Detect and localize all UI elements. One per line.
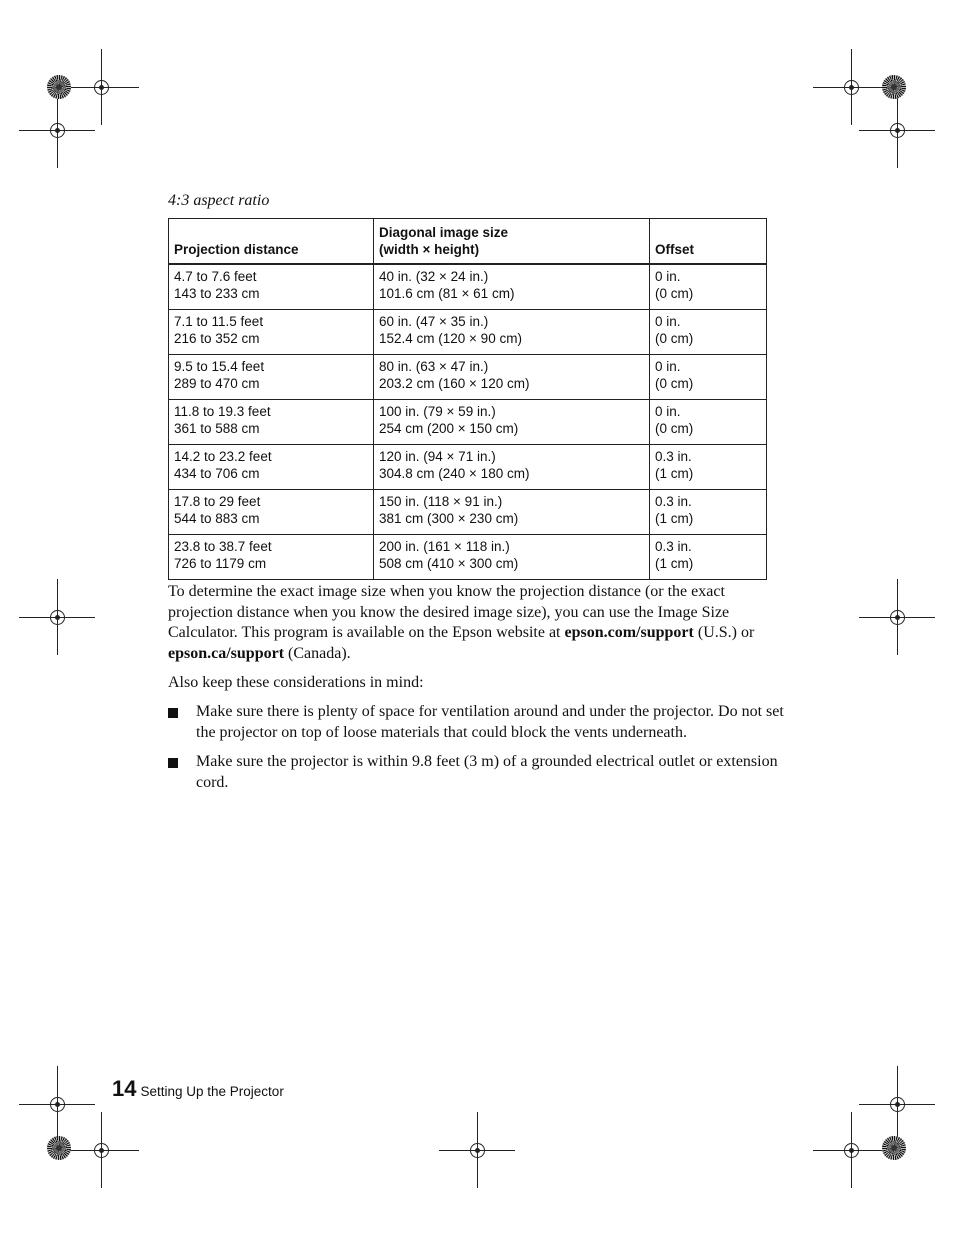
cell-image-size-line: 508 cm (410 × 300 cm)	[379, 556, 519, 571]
considerations-intro: Also keep these considerations in mind:	[168, 674, 424, 691]
cell-projection-distance	[169, 535, 374, 580]
bullet-text: Make sure the projector is within 9.8 feet (3 m) of a grounded electrical outlet or extension cord.	[196, 753, 778, 791]
header-projection-distance: Projection distance	[169, 219, 374, 265]
cell-offset-line: (1 cm)	[655, 511, 694, 526]
table-row	[169, 400, 767, 445]
cell-image-size	[374, 264, 650, 310]
cell-image-size-line: 304.8 cm (240 × 180 cm)	[379, 466, 530, 481]
calculator-paragraph	[168, 582, 788, 664]
cell-projection-distance	[169, 445, 374, 490]
cell-offset-line: 0.3 in.	[655, 539, 692, 554]
cell-offset	[650, 355, 767, 400]
table-row	[169, 355, 767, 400]
header-diagonal-image-size	[374, 219, 650, 265]
cell-projection-distance-line: 23.8 to 38.7 feet	[174, 539, 272, 554]
cell-image-size-line: 200 in. (161 × 118 in.)	[379, 539, 510, 554]
color-target-icon	[882, 75, 906, 99]
calculator-text-us: (U.S.) or	[693, 624, 755, 641]
cell-offset	[650, 490, 767, 535]
cell-image-size-line: 101.6 cm (81 × 61 cm)	[379, 286, 515, 301]
cell-offset-line: (0 cm)	[655, 286, 694, 301]
table-row	[169, 264, 767, 310]
cell-offset-line: 0 in.	[655, 269, 681, 284]
cell-image-size-line: 203.2 cm (160 × 120 cm)	[379, 376, 530, 391]
cell-offset	[650, 310, 767, 355]
cell-image-size	[374, 310, 650, 355]
table-row	[169, 445, 767, 490]
cell-projection-distance	[169, 490, 374, 535]
calculator-text-canada: (Canada).	[284, 644, 351, 662]
cell-offset-line: 0 in.	[655, 359, 681, 374]
cell-projection-distance-line: 9.5 to 15.4 feet	[174, 359, 265, 374]
cell-image-size-line: 254 cm (200 × 150 cm)	[379, 421, 519, 436]
page-number: 14	[112, 1076, 137, 1101]
bullet-square-icon	[168, 708, 178, 718]
cell-image-size-line: 80 in. (63 × 47 in.)	[379, 359, 489, 374]
bullet-square-icon	[168, 758, 178, 768]
table-row	[169, 310, 767, 355]
cell-offset-line: (1 cm)	[655, 556, 694, 571]
cell-projection-distance	[169, 400, 374, 445]
calculator-text: To determine the exact image size when you know the projection distance (or the exact projection distance when you know the desired image size), you can use the Image Size Calculator. This program is available on the Epson website at	[168, 583, 730, 641]
cell-image-size-line: 152.4 cm (120 × 90 cm)	[379, 331, 522, 346]
cell-offset	[650, 264, 767, 310]
color-target-icon	[882, 1136, 906, 1160]
cell-projection-distance	[169, 264, 374, 310]
cell-offset	[650, 445, 767, 490]
cell-projection-distance-line: 143 to 233 cm	[174, 286, 260, 301]
cell-projection-distance	[169, 355, 374, 400]
cell-offset-line: (0 cm)	[655, 421, 694, 436]
cell-offset-line: 0 in.	[655, 404, 681, 419]
cell-offset-line: (1 cm)	[655, 466, 694, 481]
header-offset: Offset	[650, 219, 767, 265]
cell-projection-distance-line: 11.8 to 19.3 feet	[174, 404, 271, 419]
cell-projection-distance-line: 544 to 883 cm	[174, 511, 260, 526]
cell-image-size	[374, 445, 650, 490]
cell-image-size	[374, 490, 650, 535]
cell-offset	[650, 400, 767, 445]
cell-image-size	[374, 355, 650, 400]
cell-offset-line: 0 in.	[655, 314, 681, 329]
cell-projection-distance-line: 289 to 470 cm	[174, 376, 260, 391]
cell-offset-line: (0 cm)	[655, 376, 694, 391]
color-target-icon	[47, 75, 71, 99]
cell-projection-distance-line: 4.7 to 7.6 feet	[174, 269, 257, 284]
cell-offset-line: 0.3 in.	[655, 494, 692, 509]
cell-projection-distance-line: 17.8 to 29 feet	[174, 494, 261, 509]
epson-ca-support-link[interactable]: epson.ca/support	[168, 644, 285, 662]
cell-image-size-line: 60 in. (47 × 35 in.)	[379, 314, 489, 329]
cell-image-size-line: 381 cm (300 × 230 cm)	[379, 511, 519, 526]
section-title: Setting Up the Projector	[140, 1084, 284, 1099]
cell-image-size-line: 120 in. (94 × 71 in.)	[379, 449, 496, 464]
cell-projection-distance-line: 361 to 588 cm	[174, 421, 260, 436]
epson-us-support-link[interactable]: epson.com/support	[564, 624, 694, 641]
color-target-icon	[47, 1136, 71, 1160]
cell-offset	[650, 535, 767, 580]
cell-projection-distance-line: 434 to 706 cm	[174, 466, 260, 481]
cell-image-size-line: 150 in. (118 × 91 in.)	[379, 494, 503, 509]
header-size-line2: (width × height)	[379, 242, 480, 257]
cell-projection-distance-line: 14.2 to 23.2 feet	[174, 449, 272, 464]
table-caption: 4:3 aspect ratio	[168, 192, 270, 209]
cell-projection-distance	[169, 310, 374, 355]
cell-image-size-line: 100 in. (79 × 59 in.)	[379, 404, 496, 419]
table-header-row	[169, 219, 767, 265]
cell-projection-distance-line: 216 to 352 cm	[174, 331, 260, 346]
cell-offset-line: 0.3 in.	[655, 449, 692, 464]
table-row	[169, 490, 767, 535]
cell-image-size-line: 40 in. (32 × 24 in.)	[379, 269, 489, 284]
table-row	[169, 535, 767, 580]
header-size-line1: Diagonal image size	[379, 225, 509, 240]
page-footer	[112, 1076, 284, 1102]
cell-image-size	[374, 535, 650, 580]
projection-distance-table	[168, 218, 767, 580]
bullet-text: Make sure there is plenty of space for ventilation around and under the projector. Do not set the projector on top of loose materials that could block the vents underneath.	[196, 703, 784, 741]
cell-projection-distance-line: 726 to 1179 cm	[174, 556, 267, 571]
cell-image-size	[374, 400, 650, 445]
cell-projection-distance-line: 7.1 to 11.5 feet	[174, 314, 264, 329]
cell-offset-line: (0 cm)	[655, 331, 694, 346]
